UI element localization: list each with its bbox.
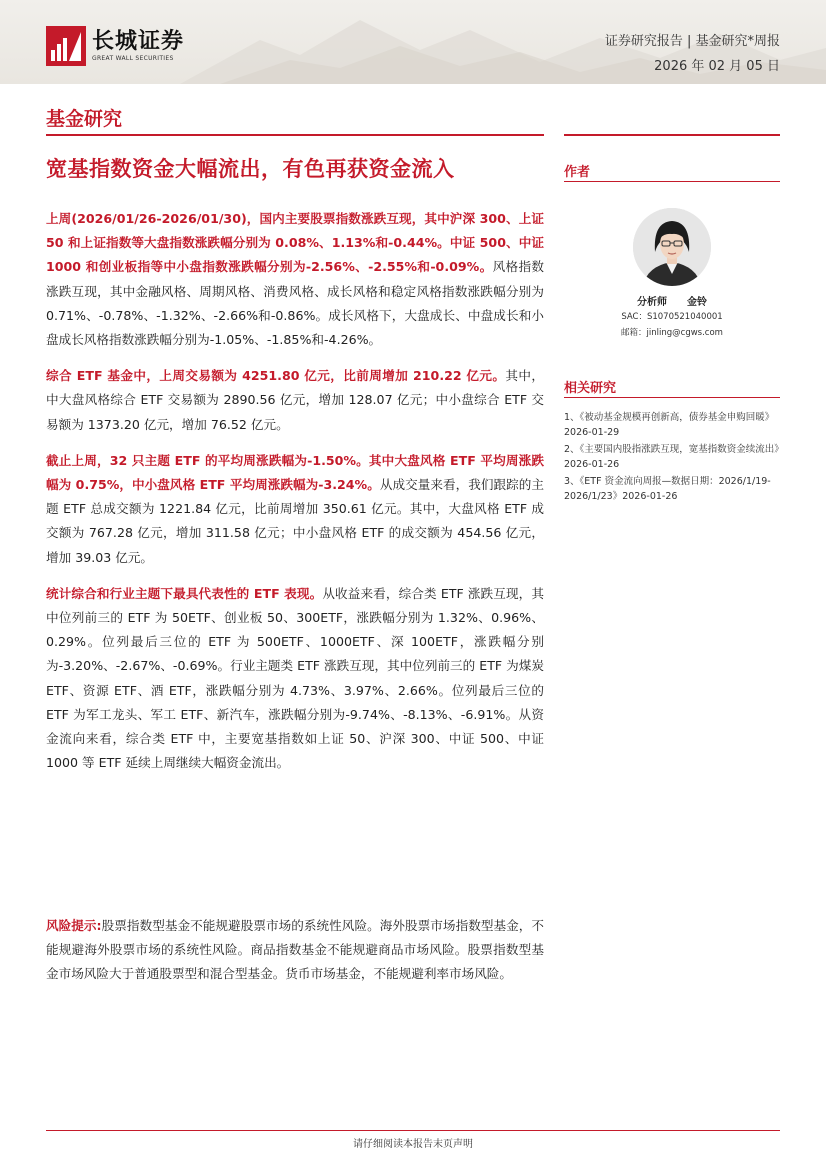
related-divider bbox=[564, 397, 780, 398]
author-heading: 作者 bbox=[564, 165, 591, 180]
report-body bbox=[46, 207, 544, 787]
logo-english-name: GREAT WALL SECURITIES bbox=[92, 55, 174, 62]
great-wall-logo-icon bbox=[46, 26, 86, 66]
footer-disclaimer: 请仔细阅读本报告末页声明 bbox=[353, 1139, 473, 1150]
risk-text: 股票指数型基金不能规避股票市场的系统性风险。海外股票市场指数型基金，不能规避海外股票市场的系统性风险。商品指数基金不能规避商品市场风险。股票指数型基金市场风险大于普通股票型和混合型基金。货币市场基金，不能规避利率市场风险。 bbox=[46, 918, 545, 982]
highlight-text: 上周(2026/01/26-2026/01/30)，国内主要股票指数涨跌互现，其中沪深 300、上证 50 和上证指数等大盘指数涨跌幅分别为 0.08%、1.13%和-0.44%。中证 500、中证 1000 和创业板指等中小盘指数涨跌幅分别为-2.56%、-2.55%和-0.09%。 bbox=[46, 211, 544, 275]
highlight-text: 截止上周，32 只主题 ETF 的平均周涨跌幅为-1.50%。其中大盘风格 ETF 平均周涨跌幅为 0.75%，中小盘风格 ETF 平均周涨跌幅为-3.24%。 bbox=[46, 452, 544, 493]
paragraph-theme-etf bbox=[46, 449, 544, 570]
report-meta bbox=[605, 30, 780, 74]
body-text: 其中，中大盘风格综合 ETF 交易额为 2890.56 亿元，增加 128.07 亿元；中小盘综合 ETF 交易额为 1373.20 亿元，增加 76.52 亿元。 bbox=[46, 368, 545, 432]
related-item[interactable]: 2、《主要国内股指涨跌互现，宽基指数资金续流出》2026-01-26 bbox=[564, 444, 780, 470]
related-item[interactable]: 1、《被动基金规模再创新高，债券基金申购回暖》2026-01-29 bbox=[564, 412, 775, 438]
analyst-avatar bbox=[633, 208, 711, 286]
related-research-list bbox=[564, 410, 780, 506]
highlight-text: 统计综合和行业主题下最具代表性的 ETF 表现。 bbox=[46, 585, 323, 601]
related-item[interactable]: 3、《ETF 资金流向周报—数据日期：2026/1/19-2026/1/23》2026-01-26 bbox=[564, 476, 771, 502]
logo-chinese-name: 长城证券 bbox=[92, 29, 185, 54]
main-divider bbox=[46, 134, 544, 136]
page-title: 宽基指数资金大幅流出，有色再获资金流入 bbox=[46, 157, 455, 181]
risk-label: 风险提示: bbox=[46, 918, 102, 933]
section-title: 基金研究 bbox=[46, 108, 123, 130]
analyst-name: 分析师 金铃 bbox=[637, 297, 707, 308]
paragraph-representative-etf bbox=[46, 582, 544, 776]
report-date: 2026 年 02 月 05 日 bbox=[654, 59, 780, 74]
company-logo bbox=[46, 26, 184, 66]
highlight-text: 综合 ETF 基金中，上周交易额为 4251.80 亿元，比前周增加 210.22 亿元。 bbox=[46, 368, 506, 384]
analyst-email: 邮箱：jinling@cgws.com bbox=[621, 328, 723, 338]
paragraph-etf-turnover bbox=[46, 364, 544, 437]
body-text: 从收益来看，综合类 ETF 涨跌互现，其中位列前三的 ETF 为 50ETF、创业板 50、300ETF，涨跌幅分别为 1.32%、0.96%、0.29%。位列最后三位的 ETF 为 500ETF、1000ETF、深 100ETF，涨跌幅分别为-3.20%、-2.67%、-0.69%。行业主题类 ETF 涨跌互现，其中位列前三的 ETF 为煤炭 ETF、资源 ETF、酒 ETF，涨跌幅分别为 4.73%、3.97%、2.66%。位列最后三位的 ETF 为军工龙头、军工 ETF、新汽车，涨跌幅分别为-9.74%、-8.13%、-6.91%。从资金流向来看，综合类 ETF 中，主要宽基指数如上证 50、沪深 300、中证 500、中证 1000 等 ETF 延续上周继续大幅资金流出。 bbox=[46, 585, 544, 771]
risk-warning bbox=[46, 914, 544, 999]
footer-divider bbox=[46, 1130, 780, 1131]
sidebar-divider bbox=[564, 134, 780, 136]
analyst-portrait-icon bbox=[633, 208, 711, 286]
paragraph-index-performance bbox=[46, 207, 544, 352]
report-type: 证券研究报告 | 基金研究*周报 bbox=[604, 34, 780, 49]
analyst-sac: SAC：S1070521040001 bbox=[621, 312, 723, 322]
body-text: 风格指数涨跌互现，其中金融风格、周期风格、消费风格、成长风格和稳定风格指数涨跌幅分别为 0.71%、-0.78%、-1.32%、-2.66%和-0.86%。成长风格下，大盘成长、中盘成长和小盘成长风格指数涨跌幅分别为-1.05%、-1.85%和-4.26%。 bbox=[46, 259, 544, 348]
related-research-heading: 相关研究 bbox=[564, 381, 617, 396]
body-text: 从成交量来看，我们跟踪的主题 ETF 总成交额为 1221.84 亿元，比前周增加 350.61 亿元。其中，大盘风格 ETF 成交额为 767.28 亿元，增加 311.58 亿元；中小盘风格 ETF 的成交额为 454.56 亿元，增加 39.03 亿元。 bbox=[46, 477, 545, 565]
author-divider bbox=[564, 181, 780, 182]
